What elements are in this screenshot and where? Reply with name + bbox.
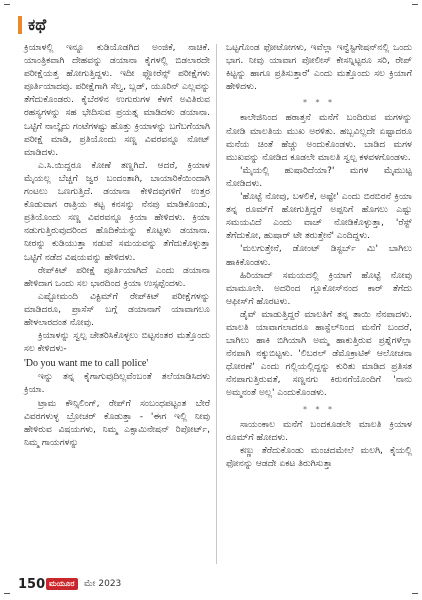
article-column-right — [226, 42, 412, 471]
paragraph: ಹಿರಿಯಾದ್ ಸಮಯದಲ್ಲಿ ಕ್ರಿಯಾಗೆ ಹೊಟ್ಟೆ ನೋವು ಮಾಮೂಲೇ. ಅದರಿಂದ ಗ್ಲೂಕೋಸ್‌ನಂದ ಕಾರ್ ತೆಗೆದು ಆಫೀಸ್‌ಗೆ ಹೊರಟಳು. — [226, 270, 412, 307]
paragraph: ಕಾಲೇಜಿನಿಂದ ಹಠಾತ್ತನೆ ಮನೆಗೆ ಬಂದಿರುವ ಮಗಳನ್ನು ನೋಡಿ ಮಾಲತಿಯ ಮುಖ ಅರಳಿತು. ಹಬ್ಬವಿಲ್ಲದೇ ಏಷ್ಟಾದರೂ ಮನೆಯ ಚಿಂತೆ ಹೆಚ್ಚು ಅಂದುಕೊಂಡಳು. ಬಾಡಿದ ಮಗಳ ಮುಖವನ್ನು ನೋಡಿದ ಕೂಡಲೇ ಮಾಲತಿ ಸ್ವಲ್ಪ ಕಳವಳಗೊಂಡಳು. — [226, 113, 412, 163]
paragraph: ಎ.ಸಿ.ಯಿದ್ದರೂ ಕೋಣೆ ತಣ್ಣಗಿದೆ. ಆದರೆ, ಕ್ರಿಯಾಳ ಮೈಯಲ್ಲ ಬೆಚ್ಚಗೆ ಜ್ವರ ಬಂದಂತಾಗಿ, ಬಾಯಾರಿಕೆಯಿಂದಾಗಿ ಗಂಟಲು ಒಣಗುತ್ತಿದೆ. ಡಯಾನಾ ಕೇಳಿದವುಗಳಿಗೆ ಉತ್ತರ ಕೊಡುವಾಗ ರಾತ್ರಿಯ ಕಟ್ಟ ಕನಸನ್ನು ನೆನಪು ಮಾಡಿಕೊಂಡು, ಪ್ರತಿಯೊಂದು ಸಣ್ಣ ವಿವರವನ್ನೂ ಕ್ರಿಯಾ ಹೇಳಿದಳು. ಕ್ರಿಯಾ ನಡುಗುತ್ತಿರುವುದರಿಂದ ಹೊದಿಕೆಯನ್ನು ಕೊಟ್ಟಳು ಡಯಾನಾ. ನೀರನ್ನು ಕುಡಿಯುತ್ತಾ ನಡುವೆ ಸಮಯವನ್ನು ತೆಗೆದುಕೊಳ್ಳುತ್ತಾ ಒಟ್ಟಿಗೆ ನಡೆದ ವಿಷಯವನ್ನು ಹೇಳಿದಳು. — [24, 160, 210, 263]
crop-mark-top-left — [4, 4, 10, 5]
section-accent-bar — [18, 16, 22, 34]
paragraph: ಕಣ್ಣು ತೆರೆದುಕೊಂಡು ಮಂಚದಮೇಲೆ ಮಲಗಿ, ಕೈಯಲ್ಲಿ ಫೋನನ್ನು ಆಡದೇ ಏಕಟ ತಿರುಗಿಸುತ್ತಾ — [226, 445, 412, 469]
paragraph: ಒಟ್ಟಗೊಂಡ ಫೋಟೋಗಳು, ಇವೆಲ್ಲಾ ಇನ್ವೆಸ್ಟಿಗೇಷನ್‌ನಲ್ಲಿ ಒಂದು ಭಾಗ. ನೀವು ಯಾವಾಗ ಪೋಲೀಸ್ ಕೇಸನ್ನಿಟ್ಟರೂ ಸರಿ, ರೇಪ್ ಕಿಟ್ಟನ್ನು ಹಾಗೂ ಪ್ರತಿಸುತ್ತಾರೆ' ಎಂದು ಮತ್ತೊಂದು ಸಲ ಕ್ರಿಯಾಗೆ ಹೇಳಿದಳು. — [226, 43, 412, 93]
paragraph: 'ಮೈಯಲ್ಲಿ ಹುಷಾರಿದೆಯಾ?' ಮಗಳ ಮೈಮುಟ್ಟ ನೋಡಿದಳು. — [226, 165, 412, 189]
column-divider — [216, 44, 217, 564]
page-number: 150 — [18, 577, 46, 592]
article-column-left — [24, 42, 210, 450]
scene-break-stars: * * * — [302, 98, 336, 108]
scene-break-stars: * * * — [302, 404, 336, 414]
magazine-logo: ಮಯೂರ — [46, 578, 78, 590]
crop-mark-bottom-left — [4, 593, 10, 594]
paragraph: 'ಹೊಟ್ಟೆ ನೋವು, ಬಳಲಿಕೆ, ಅಷ್ಟೇ' ಎಂದು ಬಿರಬಿರನೆ ಕ್ರಿಯಾ ತನ್ನ ರೂಮ್‌ಗೆ ಹೋಗುತ್ತಿದ್ದರೆ ಅಪ್ಪನಿಗೆ ಹೊಗಲು ಎಷ್ಟು ಸಮಯವಿದೆ ಎಂದು ವಾಚ್ ನೋಡಿಕೊಳ್ಳುತ್ತಾ, 'ರೆಸ್ಟ್ ತೆಗೆದುಕೋ, ಹುಷಾರ್‌ ಟೇ ತರುತ್ತೇನೆ' ಎಂದಿದ್ದಳು. — [226, 192, 412, 242]
english-quote: 'Do you want me to call police' — [24, 358, 149, 370]
paragraph: ಡೈವ್ ಮಾಡುತ್ತಿದ್ದರೆ ಮಾಲತಿಗೆ ತನ್ನ ತಾಯಿ ನೆನಪಾದಳು. ಮಾಲತಿ ಯಾವಾಗಲಾದರೂ ಹಾಸ್ಟೆಲ್‌ನಿಂದ ಮನೆಗೆ ಬಂದರೆ, ಬಾಗಿಲು ಹಾಕಿ ಬಿಗಿಯಾಗಿ ಅಮ್ಮ ಹಾಕುತ್ತಿರುವ ಪ್ರಶ್ನೆಗಳೆಲ್ಲಾ ನೆನಪಾಗಿ ನಕ್ಕುಬಿಟ್ಟಳು. 'ಲಿಬರಲ್ ಡೆಮೊಕ್ರಾಟಿಕ್ ಆಲೋಚನಾ ಧೋರಣೆ' ಎಂದು ಗಲ್ಲಿಯಲ್ಲಿದ್ದನ್ನು ಕುರಿತು ಮಾಡಿದ ಪ್ರತಿಸತ ನೆನಪಾಗುತ್ತಿರುವತೆ, ಸಣ್ಣನಗು ಕಿರುನಗೆಯೊಂದಿಗೆ 'ನಾನು ಅಮ್ಮನಂತೆ ಅಲ್ಲ' ಎಂದುಕೊಂಡಳು. — [226, 309, 412, 399]
paragraph: ಕ್ರಿಯಾಳಲ್ಲಿ ಇನ್ನೂ ಕುಡಿಯೊಡಗಿದ ಅಂಜಿಕೆ, ನಾಚಿಕೆ. ಯಾಂತ್ರಿಕವಾಗಿ ದೇಹವನ್ನು ಡಯಾನಾ ಕೈಗಳಲ್ಲಿ ಬಿಡಲಾರದೇ ಪರೀಕ್ಷೆಯತ್ತ ಹೋಗುತ್ತಿದ್ದಳು. ಇದೀ ಫ್ಲೋರೆನ್ಸ್ ಪರೀಕ್ಷೆಗಳು ಪೂರ್ತಿಯಾದವು. ಪರೀಕ್ಷೆಗಾಗಿ ಸೆಲ್ವ, ಬ್ಲಡ್, ಯೂರಿನ್ ಎಲ್ಲವನ್ನು ತೆಗೆದುಕೊಂಡರು. ಕೈಬೆರಳಿನ ಉಗುರುಗಳ ಕೆಳಗೆ ಅವಿತಿರುವ ರಹಸ್ಯಗಳನ್ನು ಸಹ ಭೇದಿಸುವ ಪ್ರಯತ್ನ ಮಾಡಿದಳು ಡಯಾನಾ. ಒಟ್ಟಿಗೆ ನಾಲ್ಕೈದು ಗಂಟೆಗಳಷ್ಟು ಹೊತ್ತು ಕ್ರಿಯಾಳನ್ನು ಬಗೆಬಗೆಯಾಗಿ ಪರೀಕ್ಷೆ ಮಾಡಿ, ಪ್ರತಿಯೊಂದು ಸಣ್ಣ ವಿವರವನ್ನೂ ನೋಟ್ ಮಾಡಿದಳು. — [24, 43, 210, 158]
paragraph: ಟ್ರಾಮ ಕೌನ್ಸಿಲಿಂಗ್, ರೇಪ್‌ಗೆ ಸಂಬಂಧಪಟ್ಟಂತ ಬೇರೆ ವಿವರಗಳುಳ್ಳ ಬ್ರೋಚರ್ ಕೊಡುತ್ತಾ - 'ಈಗ ಇಲ್ಲಿ ನೀವು ಹೇಳಿರುವ ವಿಷಯಗಳು, ನಿಮ್ಮ ಎಕ್ಸಾಮಿನೇಷನ್ ರಿಪೋರ್ಟ್, ನಿಮ್ಮ ಗಾಯಗಳನ್ನು — [24, 398, 210, 448]
paragraph: ಎಷ್ಟೋಮಂದಿ ವಿಕ್ಟಿಮ್‌ಗೆ ರೇಪ್‌ಕಿಟ್ ಪರೀಕ್ಷೆಗಳನ್ನು ಮಾಡಿದರೂ, ಪ್ರಾಸೆಸ್ ಬಗ್ಗೆ ಡಯಾನಾಗೆ ಯಾವಾಗಲೂ ಹೇಳಲಾರದಂತ ನೋವು. — [24, 291, 210, 328]
paragraph: ಕ್ರಿಯಾಳನ್ನು ಸ್ವಲ್ಪ ಚೇತರಿಸಿಕೊಳ್ಳಲು ಬಿಟ್ಟನಂತರ ಮತ್ತೊಂದು ಸಲ ಕೇಳಿದಳು- — [24, 331, 210, 355]
paragraph: ರೇಪ್‌ಕಿಟ್ ಪರೀಕ್ಷೆ ಪೂರ್ತಿಯಾಗಿದೆ ಎಂದು ಡಯಾನಾ ಹೇಳಿದಾಗ ಒಂದು ಸಲ ಭಾರದಿಂದ ಕ್ರಿಯಾ ಉಸ್ಸಪ್ಪೆಂದಳು. — [24, 265, 210, 289]
crop-mark-top-right — [412, 4, 418, 5]
section-title: ಕಥೆ — [28, 15, 47, 34]
page-footer — [18, 577, 218, 593]
crop-mark-bottom-right — [412, 593, 418, 594]
issue-date: ಮೇ 2023 — [84, 579, 122, 589]
paragraph: ಇನ್ನು ತನ್ನ ಕೈಗಾಗುವುದಿಲ್ಲವೆಂಬಂತೆ ತಲೆಯಾಡಿಸಿದಳು ಕ್ರಿಯಾ. — [24, 372, 210, 396]
paragraph: 'ಮಲಗುತ್ತೇನೆ, ಡೋಂಟ್ ಡಿಸ್ಟರ್ಬ್ ಮಿ' ಬಾಗಿಲು ಹಾಕಿಕೊಂಡಳು. — [226, 244, 412, 268]
page-header — [18, 10, 408, 40]
paragraph: ಸಾಯಂಕಾಲ ಮನೆಗೆ ಬಂದಕೂಡಲೇ ಮಾಲತಿ ಕ್ರಿಯಾಳ ರೂಮ್‌ಗೆ ಹೋದಳು. — [226, 419, 412, 443]
